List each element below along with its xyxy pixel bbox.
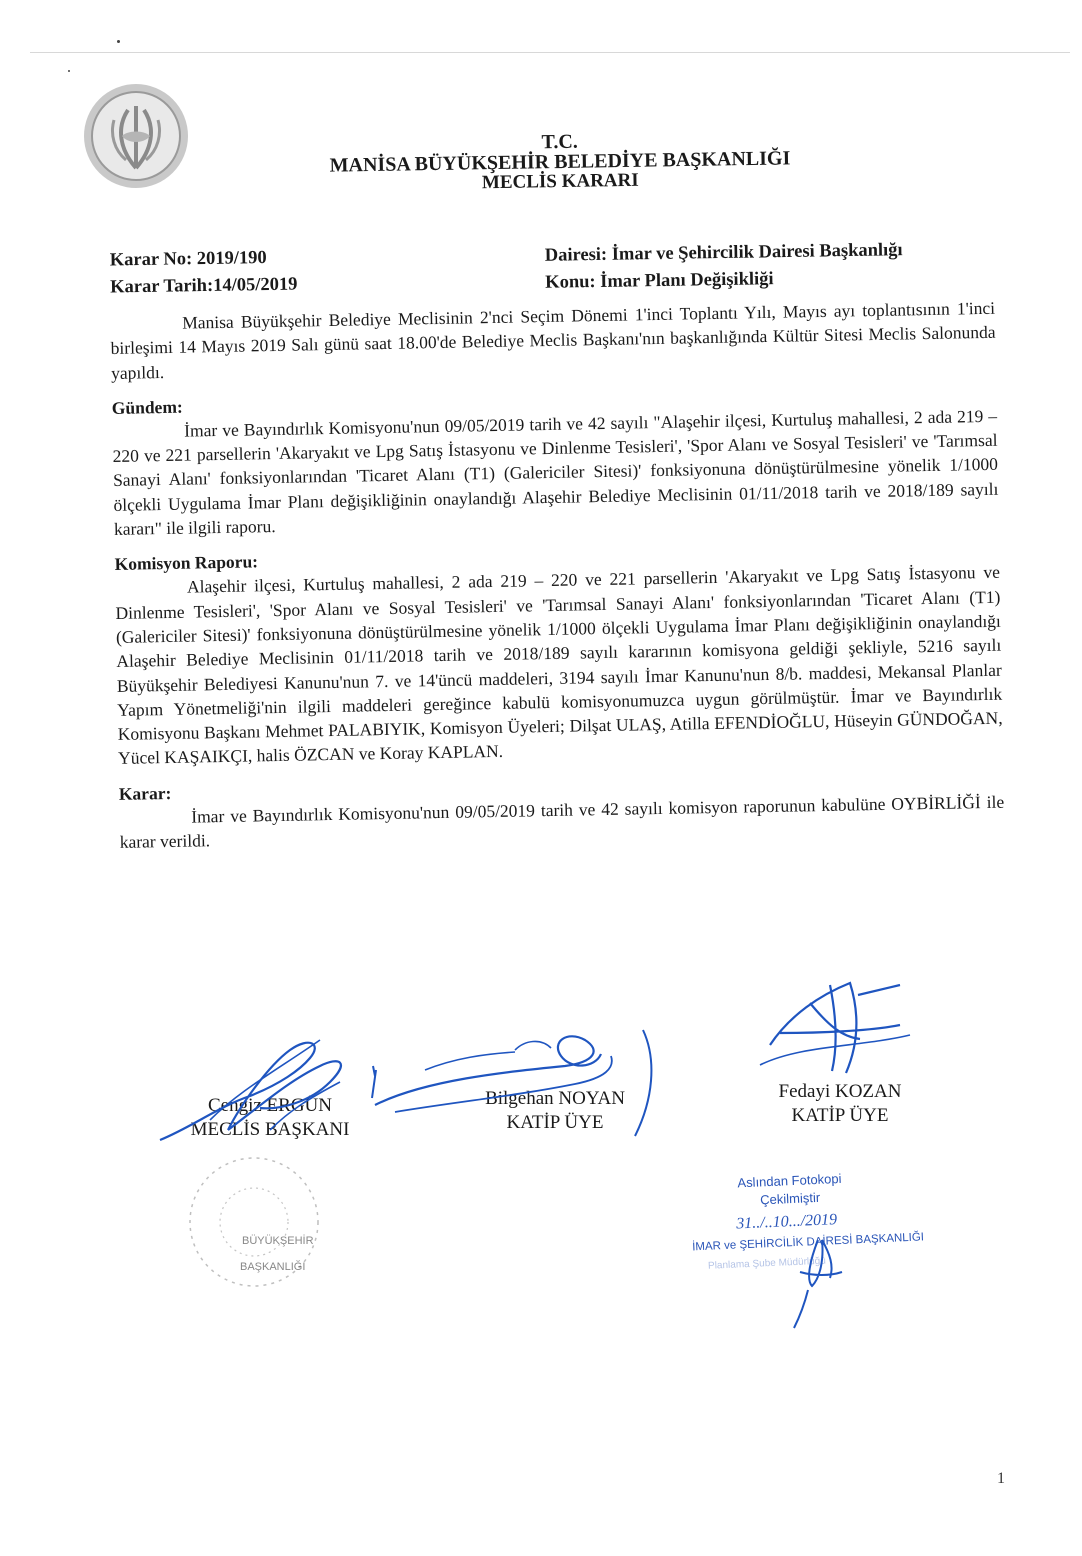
signatory-name: Cengiz ERGÜN [207, 1095, 332, 1116]
decision-date: Karar Tarih:14/05/2019 [110, 274, 298, 298]
svg-text:BAŞKANLIĞI: BAŞKANLIĞI [240, 1261, 306, 1273]
svg-text:BÜYÜKŞEHİR: BÜYÜKŞEHİR [242, 1235, 314, 1247]
cert-line-1: Aslından Fotokopi [737, 1170, 842, 1191]
header-tc: T.C. [541, 130, 579, 154]
signatory-title: KATİP ÜYE [791, 1105, 889, 1126]
scan-speck [68, 70, 70, 72]
municipality-logo-icon [80, 80, 192, 192]
cert-line-2: Çekilmiştir [759, 1189, 821, 1208]
scan-edge-line [30, 52, 1070, 53]
gundem-heading: Gündem: [111, 396, 183, 418]
cert-unit: Planlama Şube Müdürlüğü [707, 1255, 827, 1272]
scan-speck [117, 40, 120, 43]
signature-block-clerk-2 [750, 1080, 930, 1128]
department-meta [545, 237, 904, 297]
karar-heading: Karar: [118, 782, 172, 804]
gundem-paragraph: İmar ve Bayındırlık Komisyonu'nun 09/05/2019 tarih ve 42 sayılı "Alaşehir ilçesi, Kurtuluş mahallesi, 2 ada 219 – 220 ve 221 parsellerin 'Akaryakıt ve Lpg Satış İstasyonu ve Dinlenme Tesisleri', 'Spor Alanı ve Sosyal Tesisleri' ve 'Tarımsal Sanayi Alanı' fonksiyonlarından 'Ticaret Alanı (T1) (Galericiler Sitesi)' fonksiyonuna dönüştürülmesine yönelik 1/1000 ölçekli Uygulama İmar Planı değişikliğinin onaylandığı Alaşehir Belediye Meclisinin 01/11/2018 tarih ve 2018/189 sayılı kararı" ile ilgili raporu. [112, 405, 999, 540]
header-doc-type: MECLİS KARARI [481, 169, 639, 194]
karar-paragraph: İmar ve Bayındırlık Komisyonu'nun 09/05/2019 tarih ve 42 sayılı komisyon raporunun kabulüne OYBİRLİĞİ ile karar verildi. [119, 791, 1005, 852]
document-body [110, 296, 1005, 854]
cert-initials-scribble [790, 1220, 850, 1330]
decision-subject: Konu: İmar Planı Değişikliği [545, 269, 774, 293]
komisyon-paragraph: Alaşehir ilçesi, Kurtuluş mahallesi, 2 ada 219 – 220 ve 221 parsellerin 'Akaryakıt ve Lpg Satış İstasyonu ve Dinlenme Tesisleri', 'Spor Alanı ve Sosyal Tesisleri' ve 'Tarımsal Sanayi Alanı' fonksiyonlarından 'Ticaret Alanı (T1) (Galericiler Sitesi)' fonksiyonuna dönüştürülmesine yönelik 1/1000 ölçekli Uygulama İmar Planı değişikliğinin onaylandığı Alaşehir Belediye Meclisinin 01/11/2018 tarih ve 2018/189 sayılı kararının komisyona geldiği şekliyle, 5216 sayılı Büyükşehir Belediyesi Kanunu'nun 7. ve 14'üncü maddeleri, 3194 sayılı İmar Kanunu'nun 8/b. maddesi, Mekansal Planlar Yapım Yönetmeliği'nin ilgili maddeleri gereğince kabulü komisyonumuzca uygun görülmüştür. İmar ve Bayındırlık Komisyonu Başkanı Mehmet PALABIYIK, Komisyon Üyeleri; Dilşat ULAŞ, Atilla EFENDİOĞLU, Hüseyin GÜNDOĞAN, Yücel KAŞAIKÇI, halis ÖZCAN ve Koray KAPLAN. [115, 562, 1003, 769]
signatory-name: Bilgehan NOYAN [485, 1088, 625, 1109]
decision-meta [110, 245, 298, 302]
cert-date: 31../..10.../2019 [735, 1211, 838, 1233]
signature-scribble-clerk-2 [750, 975, 920, 1085]
signatory-title: KATİP ÜYE [506, 1112, 604, 1133]
decision-number: Karar No: 2019/190 [109, 248, 267, 271]
official-seal-stamp-icon [182, 1140, 332, 1300]
document-header [250, 127, 871, 197]
signature-scribble-clerk-1 [365, 1010, 675, 1140]
department-name: Dairesi: İmar ve Şehircilik Dairesi Başkanlığı [544, 240, 903, 266]
page-number: 1 [997, 1470, 1005, 1487]
komisyon-heading: Komisyon Raporu: [114, 551, 259, 575]
signatory-name: Fedayi KOZAN [778, 1081, 902, 1102]
intro-paragraph: Manisa Büyükşehir Belediye Meclisinin 2'nci Seçim Dönemi 1'inci Toplantı Yılı, Mayıs ayı toplantısının 1'inci birleşimi 14 Mayıs 2019 Salı günü saat 18.00'de Belediye Meclis Başkanı'nın başkanlığında Kültür Sitesi Meclis Salonunda yapıldı. [110, 297, 996, 383]
signatory-title: MECLİS BAŞKANI [190, 1119, 350, 1140]
header-institution: MANİSA BÜYÜKŞEHİR BELEDİYE BAŞKANLIĞI [329, 147, 791, 177]
cert-department: İMAR ve ŞEHİRCİLİK DAİRESİ BAŞKANLIĞI [691, 1231, 925, 1254]
